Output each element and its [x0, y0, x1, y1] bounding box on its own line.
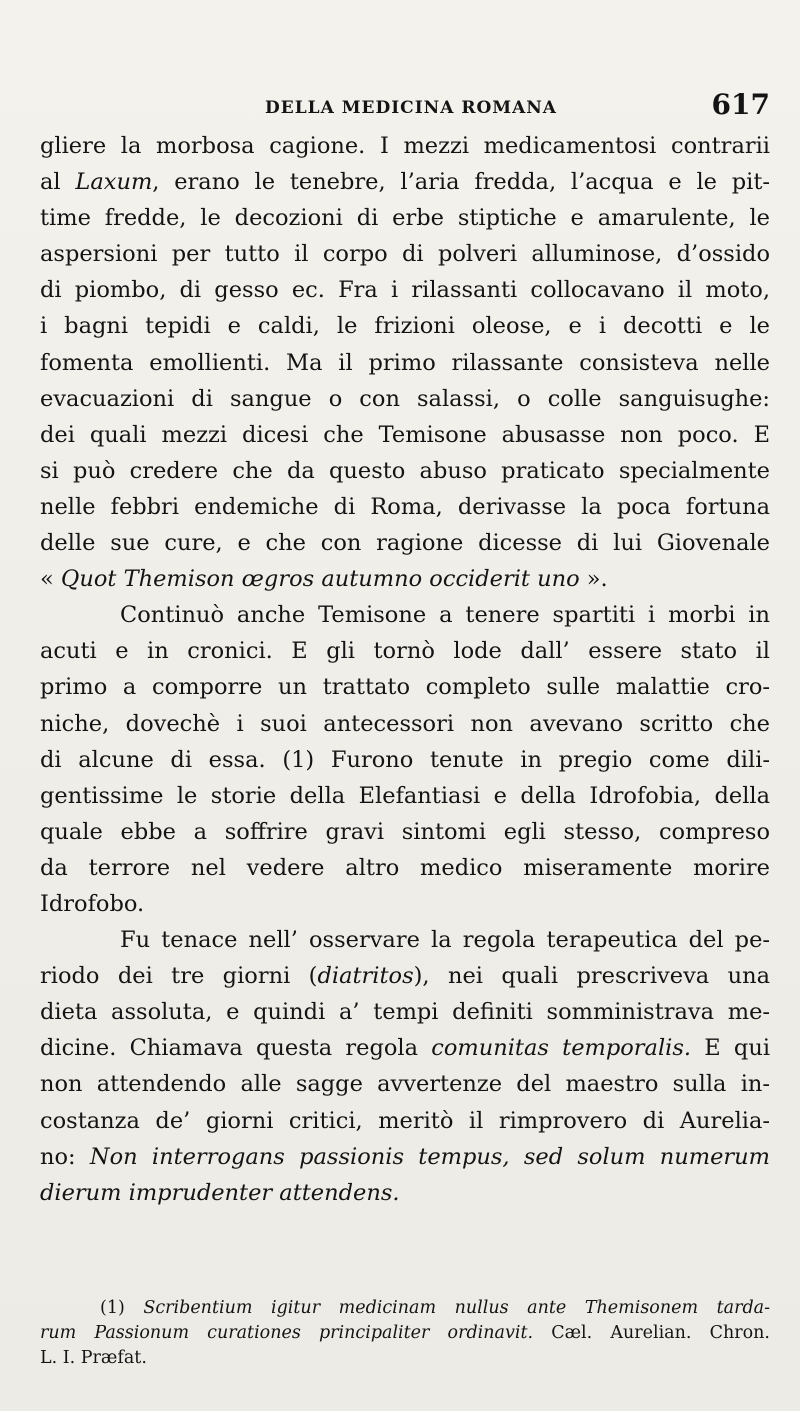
text-span: dei quali mezzi dicesi che Temisone abusasse non poco. E [40, 421, 770, 448]
text-span: « [40, 566, 61, 593]
text-line [40, 1175, 770, 1211]
text-line [40, 417, 770, 453]
text-line [40, 525, 770, 561]
text-line [40, 1103, 770, 1139]
text-line [40, 236, 770, 272]
text-line [40, 597, 770, 633]
text-line [40, 453, 770, 489]
italic-text: rum Passionum curationes principaliter ordinavit. [40, 1323, 534, 1343]
text-line [40, 778, 770, 814]
text-span: al [40, 169, 76, 196]
text-span: E qui [691, 1035, 771, 1062]
text-span: ), nei quali prescriveva una [413, 963, 770, 990]
footnote-line [40, 1346, 770, 1371]
text-span: nelle febbri endemiche di Roma, derivasse la poca fortuna [40, 493, 770, 520]
text-span: acuti e in cronici. E gli tornò lode dall’ essere stato il [40, 638, 770, 665]
italic-text: Non interrogans passionis tempus, sed solum numerum [89, 1143, 770, 1170]
text-line [40, 128, 770, 164]
text-span: evacuazioni di sangue o con salassi, o colle sanguisughe: [40, 385, 770, 412]
text-span: fomenta emollienti. Ma il primo rilassante consisteva nelle [40, 349, 770, 376]
text-span: gentissime le storie della Elefantiasi e della Idrofobia, della [40, 782, 770, 809]
text-span: ». [579, 566, 608, 593]
body-text [40, 128, 770, 1211]
text-line [40, 381, 770, 417]
text-line [40, 706, 770, 742]
text-span: dieta assoluta, e quindi a’ tempi definiti somministrava me- [40, 999, 770, 1026]
text-span: non attendendo alle sagge avvertenze del maestro sulla in- [40, 1071, 770, 1098]
text-line [40, 994, 770, 1030]
text-line [40, 164, 770, 200]
text-span: si può credere che da questo abuso praticato specialmente [40, 457, 770, 484]
text-line [40, 308, 770, 344]
text-span: (1) [100, 1298, 144, 1318]
text-span: dicine. Chiamava questa regola [40, 1035, 432, 1062]
text-span: di alcune di essa. (1) Furono tenute in pregio come dili- [40, 746, 770, 773]
text-line [40, 922, 770, 958]
text-line [40, 272, 770, 308]
text-line [40, 1066, 770, 1102]
text-span: delle sue cure, e che con ragione dicesse di lui Giovenale [40, 530, 770, 557]
italic-text: comunitas temporalis. [431, 1035, 692, 1062]
text-span: time fredde, le decozioni di erbe stiptiche e amarulente, le [40, 205, 770, 232]
text-span: riodo dei tre giorni ( [40, 963, 318, 990]
text-line [40, 633, 770, 669]
text-span: Idrofobo. [40, 890, 145, 917]
text-span: no: [40, 1143, 90, 1170]
text-line [40, 669, 770, 705]
text-span: aspersioni per tutto il corpo di polveri alluminose, d’ossido [40, 241, 770, 268]
text-line [40, 958, 770, 994]
text-span: Fu tenace nell’ osservare la regola terapeutica del pe- [120, 927, 770, 954]
text-line [40, 1139, 770, 1175]
footnote [40, 1296, 770, 1371]
text-line [40, 1030, 770, 1066]
footnote-line [40, 1321, 770, 1346]
italic-text: Laxum [75, 169, 153, 196]
text-line [40, 561, 770, 597]
text-line [40, 886, 770, 922]
text-span: costanza de’ giorni critici, meritò il rimprovero di Aurelia- [40, 1107, 770, 1134]
italic-text: diatritos [317, 963, 414, 990]
text-span: , erano le tenebre, l’aria fredda, l’acqua e le pit- [152, 169, 770, 196]
text-span: gliere la morbosa cagione. I mezzi medicamentosi contrarii [40, 133, 770, 159]
text-span: Cæl. Aurelian. Chron. [533, 1323, 770, 1343]
italic-text: Quot Themison œgros autumno occiderit uno [60, 566, 580, 593]
running-title: DELLA MEDICINA ROMANA [265, 98, 557, 118]
text-line [40, 814, 770, 850]
text-span: i bagni tepidi e caldi, le frizioni oleose, e i decotti e le [40, 313, 770, 340]
text-span: quale ebbe a soffrire gravi sintomi egli stesso, compreso [40, 818, 770, 845]
footnote-line [40, 1296, 770, 1321]
text-line [40, 489, 770, 525]
text-line [40, 850, 770, 886]
page-number: 617 [711, 88, 770, 121]
italic-text: Scribentium igitur medicinam nullus ante Themisonem tarda- [143, 1298, 770, 1318]
text-line [40, 742, 770, 778]
text-span: niche, dovechè i suoi antecessori non avevano scritto che [40, 710, 770, 737]
running-header [40, 88, 770, 124]
text-span: primo a comporre un trattato completo sulle malattie cro- [40, 674, 770, 701]
text-span: Continuò anche Temisone a tenere spartiti i morbi in [120, 602, 770, 629]
text-span: da terrore nel vedere altro medico miseramente morire [40, 854, 770, 881]
text-line [40, 200, 770, 236]
text-span: L. I. Præfat. [40, 1348, 147, 1368]
text-line [40, 345, 770, 381]
italic-text: dierum imprudenter attendens. [40, 1179, 400, 1206]
text-span: di piombo, di gesso ec. Fra i rilassanti collocavano il moto, [40, 277, 770, 304]
